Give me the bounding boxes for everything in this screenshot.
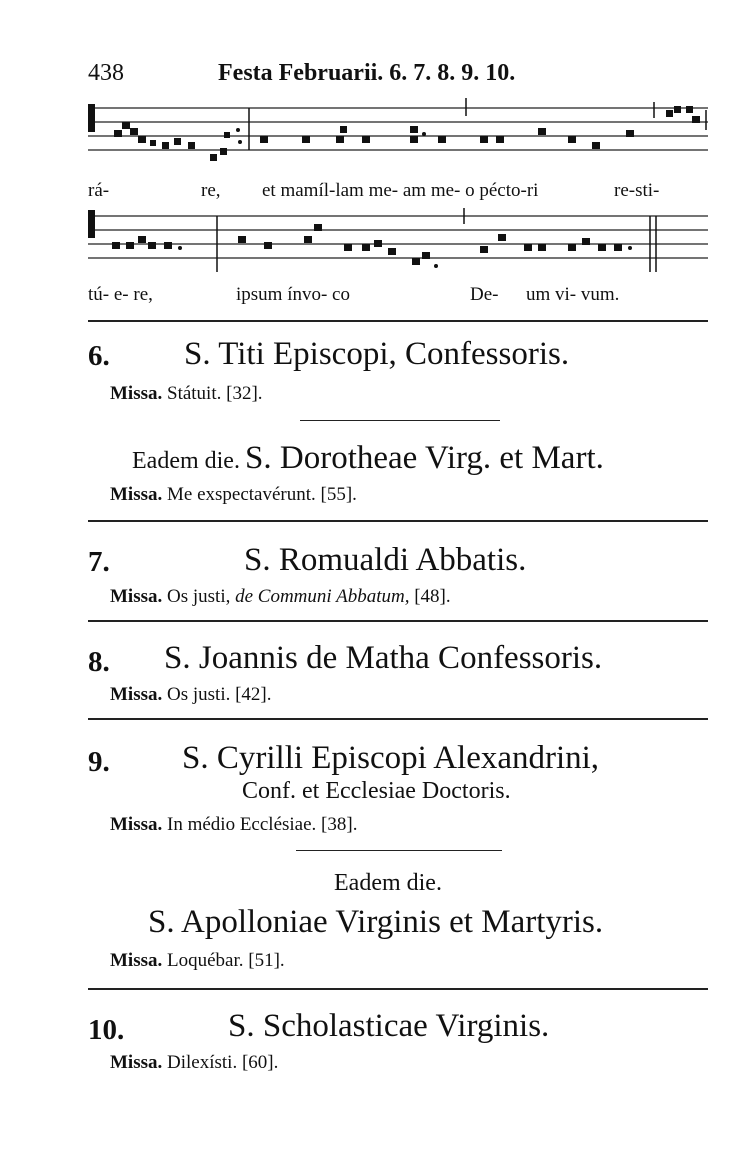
missa-text-italic: de Communi Abbatum, <box>235 586 410 607</box>
missa-line <box>110 586 451 608</box>
feast-number: 8. <box>88 646 110 678</box>
missa-line <box>110 950 285 972</box>
missa-text-end: [48]. <box>414 586 451 607</box>
missa-label: Missa. <box>110 950 163 971</box>
missa-line <box>110 814 357 836</box>
missa-text: Os justi. [42]. <box>167 684 272 705</box>
missa-label: Missa. <box>110 814 163 835</box>
feast-subtitle: Conf. et Ecclesiae Doctoris. <box>242 778 511 804</box>
syllable: et mamíl-lam me- am me- o pécto-ri <box>262 180 539 201</box>
feast-title: S. Dorotheae Virg. et Mart. <box>245 440 604 476</box>
feast-number: 6. <box>88 340 110 372</box>
running-title: Festa Februarii. 6. 7. 8. 9. 10. <box>218 60 516 86</box>
divider <box>300 420 500 421</box>
missa-text: Dilexísti. [60]. <box>167 1052 279 1073</box>
syllable: re, <box>201 180 221 201</box>
divider <box>88 718 708 720</box>
missa-label: Missa. <box>110 684 163 705</box>
missa-label: Missa. <box>110 484 163 505</box>
missa-text: Os justi, <box>167 586 231 607</box>
syllable: re-sti- <box>614 180 660 201</box>
feast-title: S. Romualdi Abbatis. <box>244 542 527 578</box>
divider <box>88 988 708 990</box>
missa-line <box>110 1052 278 1074</box>
syllable: rá- <box>88 180 110 201</box>
chant-syllables-1 <box>0 180 746 204</box>
syllable: ipsum ínvo- co <box>236 284 350 305</box>
chant-syllables-2 <box>0 284 746 308</box>
missa-label: Missa. <box>110 1052 163 1073</box>
syllable: tú- e- re, <box>88 284 153 305</box>
missa-line <box>110 383 263 405</box>
missa-label: Missa. <box>110 586 163 607</box>
feast-heading <box>132 440 604 477</box>
syllable: um vi- vum. <box>526 284 620 305</box>
page-number: 438 <box>88 60 124 86</box>
missa-text: Státuit. [32]. <box>167 383 263 404</box>
divider <box>88 620 708 622</box>
eadem-die: Eadem die. <box>334 870 442 896</box>
missa-text: In médio Ecclésiae. [38]. <box>167 814 358 835</box>
missa-text: Me exspectavérunt. [55]. <box>167 484 357 505</box>
divider <box>88 320 708 322</box>
feast-title: S. Titi Episcopi, Confessoris. <box>184 336 570 372</box>
feast-title: S. Apolloniae Virginis et Martyris. <box>148 904 604 940</box>
divider <box>296 850 502 851</box>
syllable: De- <box>470 284 499 305</box>
chant-staff-1 <box>88 96 708 176</box>
missa-line <box>110 684 272 706</box>
missa-label: Missa. <box>110 383 163 404</box>
chant-staff-2 <box>88 206 708 282</box>
divider <box>88 520 708 522</box>
feast-title: S. Joannis de Matha Confessoris. <box>164 640 603 676</box>
feast-number: 7. <box>88 546 110 578</box>
feast-number: 10. <box>88 1014 125 1046</box>
missa-line <box>110 484 357 506</box>
missa-text: Loquébar. [51]. <box>167 950 285 971</box>
feast-number: 9. <box>88 746 110 778</box>
eadem-die: Eadem die. <box>132 448 240 474</box>
feast-title: S. Cyrilli Episcopi Alexandrini, <box>182 740 600 776</box>
feast-title: S. Scholasticae Virginis. <box>228 1008 550 1044</box>
